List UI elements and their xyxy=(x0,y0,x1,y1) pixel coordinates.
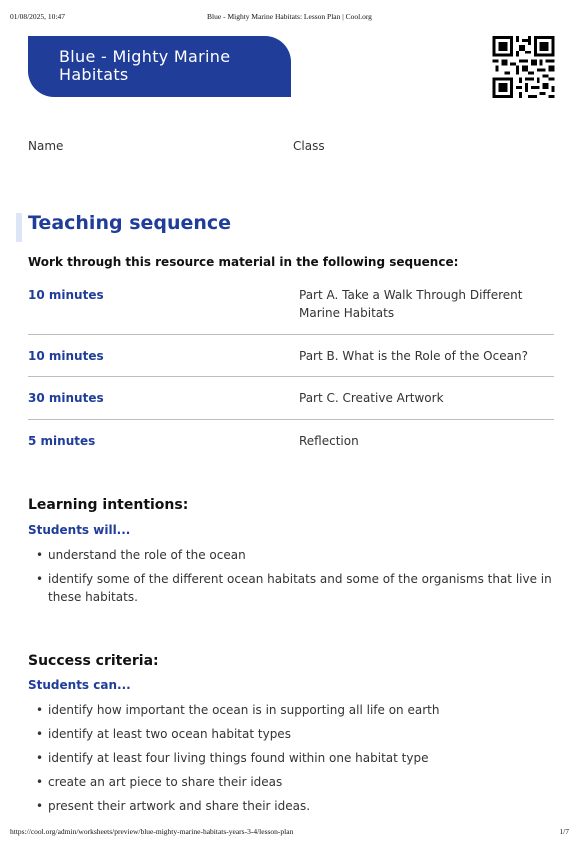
qr-code-icon xyxy=(492,36,555,98)
page-number: 1/7 xyxy=(559,827,569,836)
success-criteria-heading: Success criteria: xyxy=(28,653,159,669)
sequence-activity: Part C. Creative Artwork xyxy=(299,391,444,405)
print-date: 01/08/2025, 10:47 xyxy=(10,12,66,21)
lesson-title-banner xyxy=(28,36,291,97)
sequence-divider xyxy=(28,419,554,420)
sequence-divider xyxy=(28,334,554,335)
sequence-activity: Part B. What is the Role of the Ocean? xyxy=(299,349,528,363)
bullet-dot: • xyxy=(36,548,44,562)
bullet-dot: • xyxy=(36,751,44,765)
print-footer xyxy=(10,827,569,837)
bullet-dot: • xyxy=(36,775,44,789)
print-url: https://cool.org/admin/worksheets/preview/blue-mighty-marine-habitats-years-3-4/lesson-plan xyxy=(10,827,294,836)
sequence-activity: Reflection xyxy=(299,434,359,448)
learning-intentions-lead: Students will... xyxy=(28,523,131,537)
bullet-dot: • xyxy=(36,572,44,586)
bullet-dot: • xyxy=(36,799,44,813)
sequence-time: 10 minutes xyxy=(28,288,104,302)
sequence-time: 30 minutes xyxy=(28,391,104,405)
sequence-time: 5 minutes xyxy=(28,434,96,448)
bullet-dot: • xyxy=(36,703,44,717)
bullet-dot: • xyxy=(36,727,44,741)
class-field-label: Class xyxy=(293,139,325,153)
learning-intentions-heading: Learning intentions: xyxy=(28,497,189,513)
sequence-activity: Part A. Take a Walk Through Different Marine Habitats xyxy=(299,288,523,320)
print-page-title: Blue - Mighty Marine Habitats: Lesson Plan | Cool.org xyxy=(207,12,372,21)
teaching-sequence-heading: Teaching sequence xyxy=(28,212,232,234)
sequence-intro: Work through this resource material in the following sequence: xyxy=(28,255,459,269)
lesson-title: Blue - Mighty Marine Habitats xyxy=(59,47,231,84)
sequence-divider xyxy=(28,376,554,377)
print-header xyxy=(10,12,569,22)
success-criteria-lead: Students can... xyxy=(28,678,131,692)
sequence-time: 10 minutes xyxy=(28,349,104,363)
section-accent-bar xyxy=(16,213,22,242)
name-field-label: Name xyxy=(28,139,64,153)
